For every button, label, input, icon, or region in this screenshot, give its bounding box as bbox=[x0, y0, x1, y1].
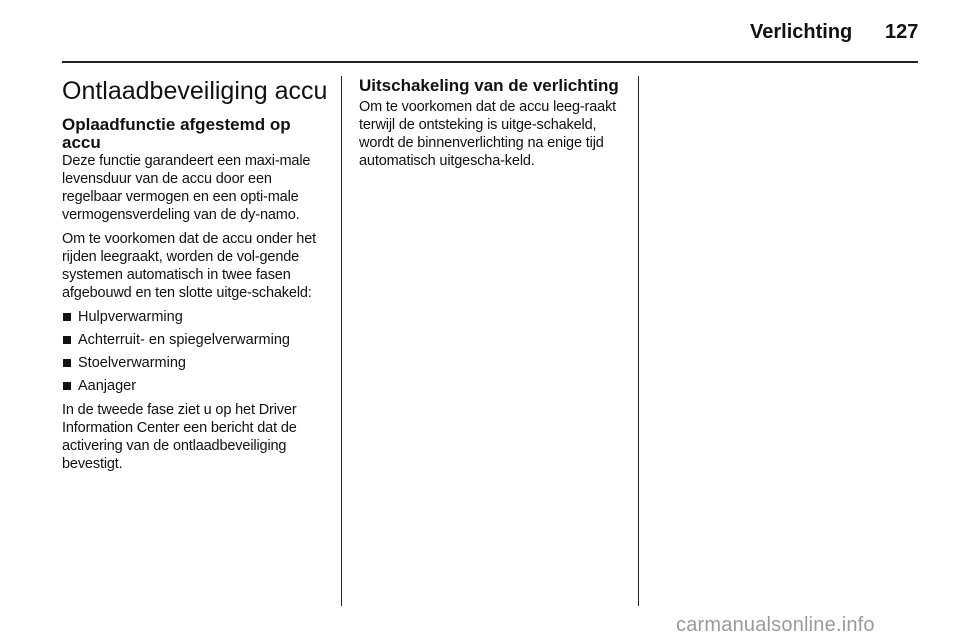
subsection-title-lighting: Uitschakeling van de verlichting bbox=[359, 76, 619, 95]
page-number: 127 bbox=[885, 21, 919, 43]
list-item: Aanjager bbox=[62, 377, 330, 395]
paragraph-3: In de tweede fase ziet u op het Driver Information Center een bericht dat de activering van de ontlaadbeveiliging bevestigt. bbox=[62, 402, 297, 472]
square-bullet-icon bbox=[63, 313, 71, 321]
section-title: Ontlaadbeveiliging accu bbox=[62, 77, 328, 105]
middle-column bbox=[359, 74, 627, 176]
subsection-title: Oplaadfunctie afgestemd op accu bbox=[62, 115, 291, 152]
column-divider-right bbox=[638, 76, 639, 606]
column-divider-left bbox=[341, 76, 342, 606]
list-item: Achterruit- en spiegelverwarming bbox=[62, 331, 330, 349]
square-bullet-icon bbox=[63, 359, 71, 367]
list-item: Stoelverwarming bbox=[62, 354, 330, 372]
paragraph-1: Deze functie garandeert een maxi-male levensduur van de accu door een regelbaar vermogen en een opti-male vermogensverdeling van de dy-namo. bbox=[62, 153, 311, 223]
list-item: Hulpverwarming bbox=[62, 308, 330, 326]
square-bullet-icon bbox=[63, 336, 71, 344]
header-rule bbox=[62, 61, 918, 63]
running-header-section: Verlichting bbox=[750, 21, 853, 43]
left-column bbox=[62, 74, 330, 479]
watermark: carmanualsonline.info bbox=[676, 614, 875, 636]
bullet-list bbox=[62, 308, 330, 395]
square-bullet-icon bbox=[63, 382, 71, 390]
paragraph-2: Om te voorkomen dat de accu onder het rijden leegraakt, worden de vol-gende systemen automatisch in twee fasen afgebouwd en ten slotte uitge-schakeld: bbox=[62, 231, 316, 301]
paragraph-lighting: Om te voorkomen dat de accu leeg-raakt terwijl de ontsteking is uitge-schakeld, wordt de binnenverlichting na enige tijd automatisch uitgescha-keld. bbox=[359, 99, 617, 169]
